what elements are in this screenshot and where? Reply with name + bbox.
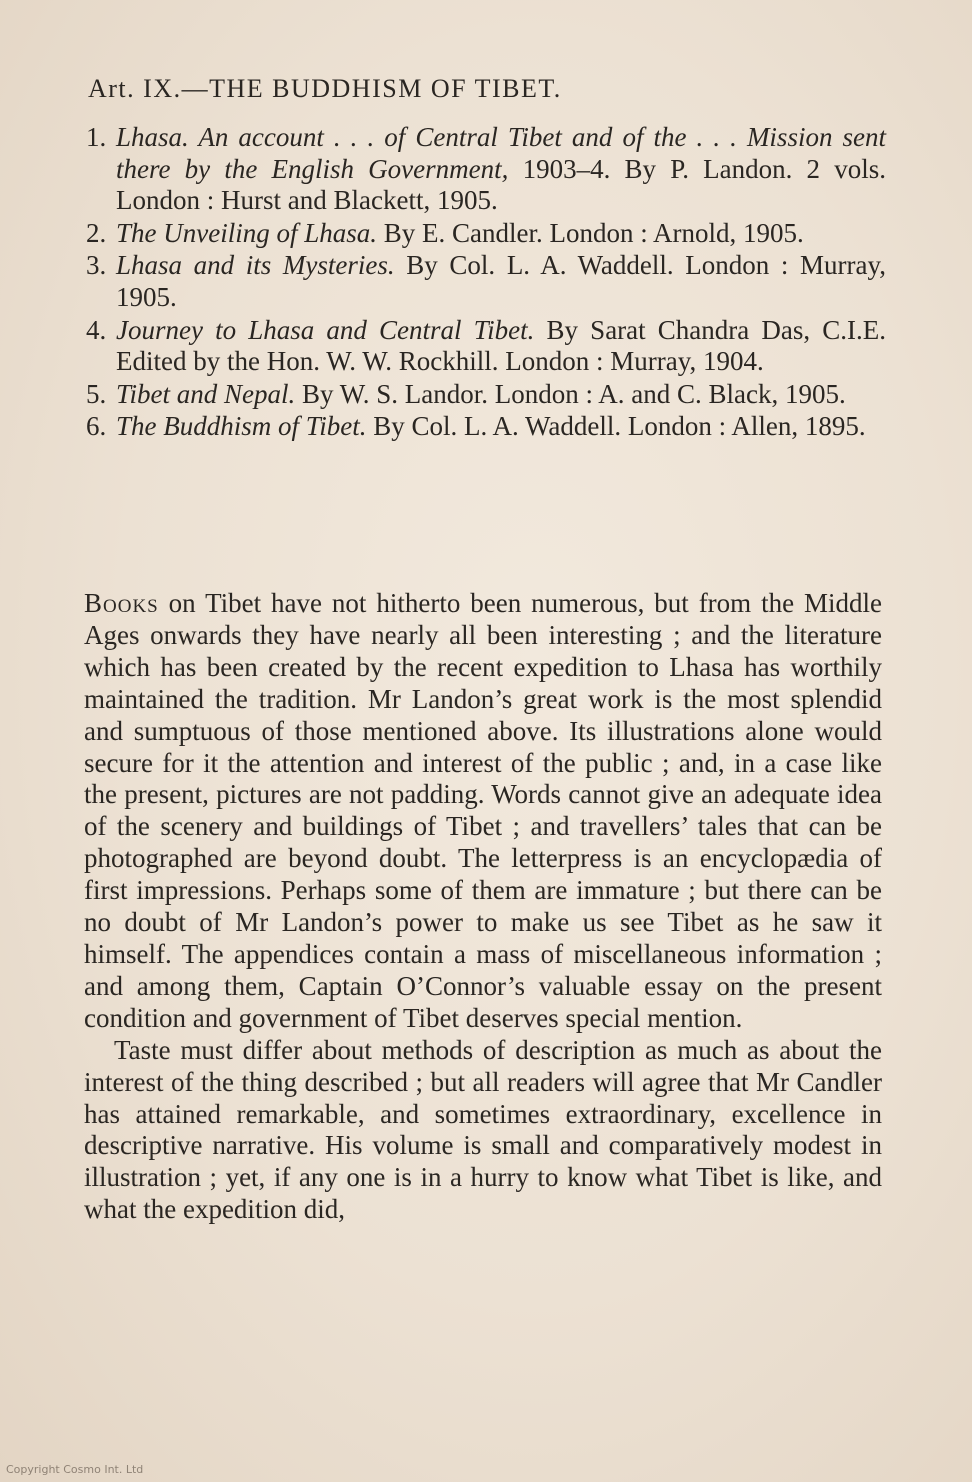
reference-number: 2. (86, 217, 107, 248)
reference-number: 3. (86, 250, 107, 281)
reference-details: By Sarat Chandra Das, C.I.E. Edited by the Hon. W. W. Rockhill. London : Murray, 1904. (116, 314, 886, 377)
reference-details: By Col. L. A. Waddell. London : Murray, 1905. (116, 250, 886, 312)
paragraph-lead: Books (84, 588, 159, 618)
reference-title: The Unveiling of Lhasa. (116, 217, 377, 248)
reference-item (86, 379, 886, 411)
paragraph (84, 588, 882, 1035)
paragraph-text: on Tibet have not hitherto been numerous, but from the Middle Ages onwards they have nearly all been interesting ; and the literature which has been created by the recent expedition to Lhasa has worthily maintained the tradition. Mr Landon’s great work is the most splendid and sumptuous of those mentioned above. Its illustrations alone would secure for it the attention and interest of the public ; and, in a case like the present, pictures are not padding. Words cannot give an adequate idea of the scenery and buildings of Tibet ; and travellers’ tales that can be photographed are beyond doubt. The letterpress is an encyclopædia of first impressions. Perhaps some of them are immature ; but there can be no doubt of Mr Landon’s power to make us see Tibet as he saw it himself. The appendices contain a mass of miscellaneous information ; and among them, Captain O’Connor’s valuable essay on the present condition and government of Tibet deserves special mention. (84, 588, 882, 1033)
reference-details: 1903–4. By P. Landon. 2 vols. London : Hurst and Blackett, 1905. (116, 153, 886, 216)
reference-title: Lhasa. An account . . . of Central Tibet and of the . . . Mission sent there by the English Government, (116, 122, 886, 184)
reference-item (86, 218, 886, 250)
reference-details: By E. Candler. London : Arnold, 1905. (377, 217, 804, 248)
reference-item (86, 122, 886, 217)
reference-item (86, 411, 886, 443)
reference-number: 4. (86, 314, 107, 345)
reference-title: Tibet and Nepal. (116, 378, 296, 409)
article-heading: Art. IX.—THE BUDDHISM OF TIBET. (88, 74, 562, 103)
article-body (84, 588, 882, 1226)
paragraph: Taste must differ about methods of description as much as about the interest of the thing described ; but all readers will agree that Mr Candler has attained remarkable, and sometimes extraordinary, excellence in descriptive narrative. His volume is small and comparatively modest in illustration ; yet, if any one is in a hurry to know what Tibet is like, and what the expedition did, (84, 1034, 882, 1225)
reference-number: 1. (86, 122, 107, 152)
reference-title: Lhasa and its Mysteries. (116, 250, 395, 281)
reference-title: The Buddhism of Tibet. (116, 411, 367, 442)
reference-details: By W. S. Landor. London : A. and C. Black, 1905. (295, 378, 846, 409)
reference-title: Journey to Lhasa and Central Tibet. (116, 314, 535, 345)
reference-details: By Col. L. A. Waddell. London : Allen, 1895. (366, 411, 866, 442)
reference-number: 6. (86, 411, 107, 442)
reference-list (86, 122, 886, 444)
reference-item (86, 250, 886, 313)
copyright-notice: Copyright Cosmo Int. Ltd (6, 1463, 144, 1476)
reference-item (86, 315, 886, 378)
reference-number: 5. (86, 378, 107, 409)
